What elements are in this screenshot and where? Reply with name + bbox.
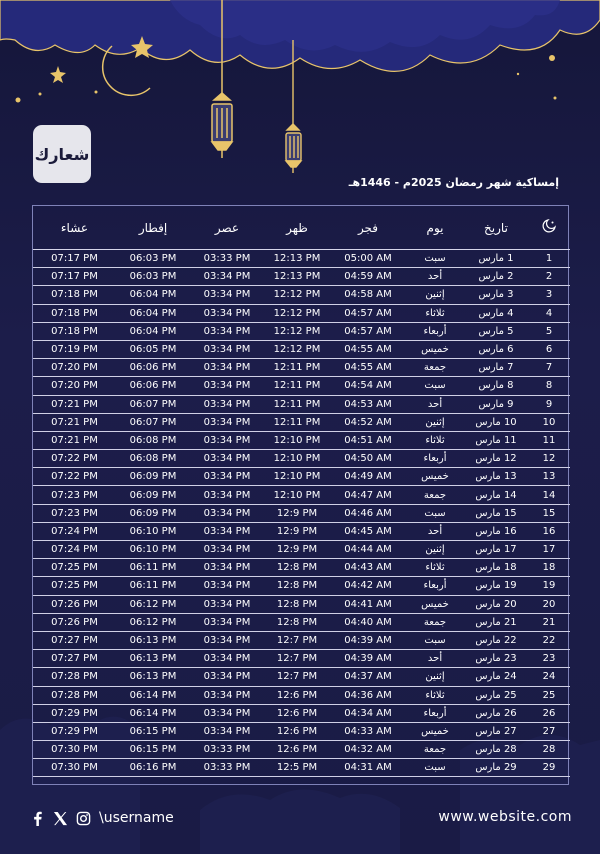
social-links <box>30 810 174 826</box>
table-row <box>33 631 570 649</box>
row-fajr: 04:39 AM <box>330 631 406 649</box>
row-isha: 07:19 PM <box>33 340 116 358</box>
row-iftar: 06:08 PM <box>116 450 190 468</box>
row-number: 8 <box>528 377 570 395</box>
row-day: ثلاثاء <box>406 559 464 577</box>
row-isha: 07:21 PM <box>33 413 116 431</box>
row-iftar: 06:09 PM <box>116 468 190 486</box>
row-dhuhr: 12:9 PM <box>264 522 330 540</box>
row-isha: 07:30 PM <box>33 759 116 777</box>
row-dhuhr: 12:8 PM <box>264 559 330 577</box>
header-iftar: إفطار <box>116 206 190 250</box>
row-isha: 07:30 PM <box>33 741 116 759</box>
row-number: 5 <box>528 322 570 340</box>
row-fajr: 04:34 AM <box>330 704 406 722</box>
row-dhuhr: 12:10 PM <box>264 450 330 468</box>
table-row <box>33 522 570 540</box>
row-fajr: 04:53 AM <box>330 395 406 413</box>
row-isha: 07:21 PM <box>33 431 116 449</box>
table-row <box>33 268 570 286</box>
row-day: أربعاء <box>406 450 464 468</box>
row-day: سبت <box>406 759 464 777</box>
table-row <box>33 722 570 740</box>
row-asr: 03:33 PM <box>190 741 264 759</box>
table-row <box>33 413 570 431</box>
row-date: 1 مارس <box>464 250 528 268</box>
row-dhuhr: 12:12 PM <box>264 304 330 322</box>
row-isha: 07:18 PM <box>33 286 116 304</box>
row-number: 6 <box>528 340 570 358</box>
row-day: أحد <box>406 395 464 413</box>
row-fajr: 04:51 AM <box>330 431 406 449</box>
row-iftar: 06:04 PM <box>116 286 190 304</box>
row-day: ثلاثاء <box>406 431 464 449</box>
row-number: 22 <box>528 631 570 649</box>
row-day: أربعاء <box>406 704 464 722</box>
row-dhuhr: 12:11 PM <box>264 377 330 395</box>
row-iftar: 06:06 PM <box>116 359 190 377</box>
row-asr: 03:34 PM <box>190 377 264 395</box>
table-row <box>33 704 570 722</box>
table-row <box>33 322 570 340</box>
row-day: أربعاء <box>406 577 464 595</box>
row-asr: 03:34 PM <box>190 395 264 413</box>
row-fajr: 04:50 AM <box>330 450 406 468</box>
row-date: 21 مارس <box>464 613 528 631</box>
row-dhuhr: 12:6 PM <box>264 704 330 722</box>
row-dhuhr: 12:10 PM <box>264 468 330 486</box>
row-date: 5 مارس <box>464 322 528 340</box>
row-date: 20 مارس <box>464 595 528 613</box>
row-isha: 07:17 PM <box>33 250 116 268</box>
table-header-row <box>33 206 570 250</box>
row-number: 13 <box>528 468 570 486</box>
row-number: 3 <box>528 286 570 304</box>
row-dhuhr: 12:11 PM <box>264 413 330 431</box>
row-asr: 03:34 PM <box>190 686 264 704</box>
row-date: 6 مارس <box>464 340 528 358</box>
row-fajr: 04:36 AM <box>330 686 406 704</box>
brand-logo <box>33 125 91 183</box>
row-dhuhr: 12:9 PM <box>264 541 330 559</box>
row-day: جمعة <box>406 741 464 759</box>
row-fajr: 04:39 AM <box>330 650 406 668</box>
row-fajr: 04:45 AM <box>330 522 406 540</box>
row-asr: 03:34 PM <box>190 668 264 686</box>
row-date: 10 مارس <box>464 413 528 431</box>
row-day: إثنين <box>406 668 464 686</box>
row-dhuhr: 12:12 PM <box>264 322 330 340</box>
table-row <box>33 668 570 686</box>
row-fajr: 04:31 AM <box>330 759 406 777</box>
row-fajr: 04:55 AM <box>330 340 406 358</box>
row-dhuhr: 12:12 PM <box>264 340 330 358</box>
row-day: جمعة <box>406 486 464 504</box>
row-isha: 07:25 PM <box>33 559 116 577</box>
row-fajr: 04:46 AM <box>330 504 406 522</box>
row-asr: 03:34 PM <box>190 340 264 358</box>
row-number: 9 <box>528 395 570 413</box>
row-day: أحد <box>406 650 464 668</box>
row-dhuhr: 12:12 PM <box>264 286 330 304</box>
row-dhuhr: 12:8 PM <box>264 577 330 595</box>
row-number: 7 <box>528 359 570 377</box>
row-date: 13 مارس <box>464 468 528 486</box>
row-date: 12 مارس <box>464 450 528 468</box>
row-dhuhr: 12:6 PM <box>264 741 330 759</box>
row-isha: 07:22 PM <box>33 468 116 486</box>
row-day: سبت <box>406 250 464 268</box>
row-fajr: 04:37 AM <box>330 668 406 686</box>
row-iftar: 06:13 PM <box>116 668 190 686</box>
row-isha: 07:21 PM <box>33 395 116 413</box>
row-number: 23 <box>528 650 570 668</box>
row-iftar: 06:14 PM <box>116 686 190 704</box>
table-row <box>33 377 570 395</box>
row-asr: 03:34 PM <box>190 286 264 304</box>
row-fajr: 04:44 AM <box>330 541 406 559</box>
row-fajr: 04:40 AM <box>330 613 406 631</box>
row-isha: 07:23 PM <box>33 486 116 504</box>
row-isha: 07:24 PM <box>33 541 116 559</box>
row-number: 15 <box>528 504 570 522</box>
row-number: 4 <box>528 304 570 322</box>
facebook-icon[interactable] <box>30 811 45 826</box>
row-dhuhr: 12:7 PM <box>264 668 330 686</box>
row-date: 14 مارس <box>464 486 528 504</box>
row-day: خميس <box>406 340 464 358</box>
row-date: 18 مارس <box>464 559 528 577</box>
row-iftar: 06:14 PM <box>116 704 190 722</box>
row-isha: 07:18 PM <box>33 322 116 340</box>
row-dhuhr: 12:7 PM <box>264 650 330 668</box>
row-number: 26 <box>528 704 570 722</box>
row-number: 16 <box>528 522 570 540</box>
row-asr: 03:34 PM <box>190 504 264 522</box>
row-asr: 03:34 PM <box>190 322 264 340</box>
row-asr: 03:34 PM <box>190 413 264 431</box>
row-date: 4 مارس <box>464 304 528 322</box>
row-isha: 07:28 PM <box>33 686 116 704</box>
row-iftar: 06:10 PM <box>116 541 190 559</box>
row-fajr: 04:52 AM <box>330 413 406 431</box>
timetable <box>32 205 569 785</box>
table-row <box>33 613 570 631</box>
row-isha: 07:20 PM <box>33 377 116 395</box>
row-date: 29 مارس <box>464 759 528 777</box>
table-row <box>33 759 570 777</box>
row-date: 8 مارس <box>464 377 528 395</box>
row-iftar: 06:15 PM <box>116 741 190 759</box>
table-row <box>33 577 570 595</box>
row-fajr: 05:00 AM <box>330 250 406 268</box>
instagram-icon[interactable] <box>76 811 91 826</box>
row-fajr: 04:33 AM <box>330 722 406 740</box>
row-date: 22 مارس <box>464 631 528 649</box>
row-iftar: 06:04 PM <box>116 322 190 340</box>
table-row <box>33 595 570 613</box>
row-fajr: 04:43 AM <box>330 559 406 577</box>
row-asr: 03:34 PM <box>190 559 264 577</box>
row-dhuhr: 12:8 PM <box>264 595 330 613</box>
row-dhuhr: 12:9 PM <box>264 504 330 522</box>
row-fajr: 04:59 AM <box>330 268 406 286</box>
row-fajr: 04:42 AM <box>330 577 406 595</box>
row-isha: 07:23 PM <box>33 504 116 522</box>
row-isha: 07:26 PM <box>33 613 116 631</box>
row-asr: 03:34 PM <box>190 522 264 540</box>
row-iftar: 06:13 PM <box>116 631 190 649</box>
row-fajr: 04:57 AM <box>330 322 406 340</box>
username-text: \username <box>99 810 174 826</box>
row-date: 16 مارس <box>464 522 528 540</box>
row-dhuhr: 12:13 PM <box>264 268 330 286</box>
row-dhuhr: 12:6 PM <box>264 722 330 740</box>
row-asr: 03:33 PM <box>190 759 264 777</box>
row-isha: 07:27 PM <box>33 650 116 668</box>
row-asr: 03:34 PM <box>190 431 264 449</box>
row-asr: 03:34 PM <box>190 541 264 559</box>
row-isha: 07:27 PM <box>33 631 116 649</box>
row-isha: 07:25 PM <box>33 577 116 595</box>
website-url: www.website.com <box>438 809 572 825</box>
row-number: 18 <box>528 559 570 577</box>
row-isha: 07:22 PM <box>33 450 116 468</box>
table-row <box>33 504 570 522</box>
row-fajr: 04:47 AM <box>330 486 406 504</box>
row-asr: 03:34 PM <box>190 577 264 595</box>
row-asr: 03:34 PM <box>190 304 264 322</box>
row-iftar: 06:03 PM <box>116 268 190 286</box>
row-iftar: 06:04 PM <box>116 304 190 322</box>
row-asr: 03:34 PM <box>190 631 264 649</box>
table-row <box>33 650 570 668</box>
table-row <box>33 686 570 704</box>
table-row <box>33 286 570 304</box>
table-row <box>33 486 570 504</box>
row-day: أحد <box>406 268 464 286</box>
row-number: 29 <box>528 759 570 777</box>
row-date: 7 مارس <box>464 359 528 377</box>
row-number: 25 <box>528 686 570 704</box>
row-day: خميس <box>406 595 464 613</box>
header-moon <box>528 206 570 250</box>
row-day: أربعاء <box>406 322 464 340</box>
row-iftar: 06:16 PM <box>116 759 190 777</box>
row-iftar: 06:13 PM <box>116 650 190 668</box>
row-isha: 07:24 PM <box>33 522 116 540</box>
row-day: جمعة <box>406 613 464 631</box>
row-dhuhr: 12:5 PM <box>264 759 330 777</box>
row-date: 2 مارس <box>464 268 528 286</box>
row-iftar: 06:09 PM <box>116 486 190 504</box>
row-iftar: 06:07 PM <box>116 395 190 413</box>
row-day: سبت <box>406 631 464 649</box>
table-row <box>33 541 570 559</box>
row-number: 24 <box>528 668 570 686</box>
moon-star-icon <box>542 219 556 233</box>
row-date: 27 مارس <box>464 722 528 740</box>
row-number: 11 <box>528 431 570 449</box>
x-icon[interactable] <box>53 811 68 826</box>
row-date: 19 مارس <box>464 577 528 595</box>
row-date: 9 مارس <box>464 395 528 413</box>
row-iftar: 06:11 PM <box>116 577 190 595</box>
row-isha: 07:29 PM <box>33 722 116 740</box>
row-day: خميس <box>406 722 464 740</box>
row-number: 19 <box>528 577 570 595</box>
row-iftar: 06:12 PM <box>116 595 190 613</box>
row-day: ثلاثاء <box>406 304 464 322</box>
row-fajr: 04:32 AM <box>330 741 406 759</box>
row-isha: 07:18 PM <box>33 304 116 322</box>
row-asr: 03:34 PM <box>190 613 264 631</box>
row-asr: 03:33 PM <box>190 250 264 268</box>
row-fajr: 04:41 AM <box>330 595 406 613</box>
clouds-top <box>0 0 600 71</box>
row-iftar: 06:12 PM <box>116 613 190 631</box>
row-iftar: 06:10 PM <box>116 522 190 540</box>
row-day: جمعة <box>406 359 464 377</box>
row-iftar: 06:11 PM <box>116 559 190 577</box>
row-fajr: 04:54 AM <box>330 377 406 395</box>
row-iftar: 06:03 PM <box>116 250 190 268</box>
row-day: إثنين <box>406 413 464 431</box>
row-dhuhr: 12:6 PM <box>264 686 330 704</box>
header-asr: عصر <box>190 206 264 250</box>
row-number: 14 <box>528 486 570 504</box>
row-asr: 03:34 PM <box>190 595 264 613</box>
row-iftar: 06:07 PM <box>116 413 190 431</box>
table-row <box>33 559 570 577</box>
row-dhuhr: 12:7 PM <box>264 631 330 649</box>
row-asr: 03:34 PM <box>190 650 264 668</box>
row-dhuhr: 12:10 PM <box>264 486 330 504</box>
table-row <box>33 340 570 358</box>
row-asr: 03:34 PM <box>190 468 264 486</box>
table-row <box>33 304 570 322</box>
row-iftar: 06:08 PM <box>116 431 190 449</box>
row-day: ثلاثاء <box>406 686 464 704</box>
page-title: إمساكية شهر رمضان 2025م - 1446هـ <box>348 176 559 189</box>
row-isha: 07:26 PM <box>33 595 116 613</box>
row-day: سبت <box>406 377 464 395</box>
header-fajr: فجر <box>330 206 406 250</box>
row-isha: 07:29 PM <box>33 704 116 722</box>
row-date: 24 مارس <box>464 668 528 686</box>
table-row <box>33 468 570 486</box>
table-row <box>33 395 570 413</box>
row-number: 28 <box>528 741 570 759</box>
table-row <box>33 431 570 449</box>
row-number: 12 <box>528 450 570 468</box>
table-row <box>33 250 570 268</box>
row-number: 21 <box>528 613 570 631</box>
header-day: يوم <box>406 206 464 250</box>
row-isha: 07:28 PM <box>33 668 116 686</box>
row-date: 25 مارس <box>464 686 528 704</box>
header-isha: عشاء <box>33 206 116 250</box>
row-day: سبت <box>406 504 464 522</box>
row-number: 27 <box>528 722 570 740</box>
row-number: 17 <box>528 541 570 559</box>
row-iftar: 06:05 PM <box>116 340 190 358</box>
row-day: خميس <box>406 468 464 486</box>
row-date: 11 مارس <box>464 431 528 449</box>
row-fajr: 04:55 AM <box>330 359 406 377</box>
row-asr: 03:34 PM <box>190 450 264 468</box>
row-asr: 03:34 PM <box>190 359 264 377</box>
row-iftar: 06:09 PM <box>116 504 190 522</box>
row-date: 26 مارس <box>464 704 528 722</box>
row-iftar: 06:15 PM <box>116 722 190 740</box>
row-dhuhr: 12:13 PM <box>264 250 330 268</box>
row-dhuhr: 12:11 PM <box>264 395 330 413</box>
row-date: 3 مارس <box>464 286 528 304</box>
row-isha: 07:17 PM <box>33 268 116 286</box>
row-iftar: 06:06 PM <box>116 377 190 395</box>
row-asr: 03:34 PM <box>190 722 264 740</box>
table-row <box>33 741 570 759</box>
row-dhuhr: 12:8 PM <box>264 613 330 631</box>
table-row <box>33 450 570 468</box>
row-date: 15 مارس <box>464 504 528 522</box>
row-date: 28 مارس <box>464 741 528 759</box>
row-asr: 03:34 PM <box>190 268 264 286</box>
row-asr: 03:34 PM <box>190 704 264 722</box>
row-dhuhr: 12:11 PM <box>264 359 330 377</box>
header-dhuhr: ظهر <box>264 206 330 250</box>
row-fajr: 04:58 AM <box>330 286 406 304</box>
row-date: 23 مارس <box>464 650 528 668</box>
row-day: أحد <box>406 522 464 540</box>
row-number: 1 <box>528 250 570 268</box>
logo-text: شعارك <box>34 144 90 164</box>
table-row <box>33 359 570 377</box>
row-isha: 07:20 PM <box>33 359 116 377</box>
row-asr: 03:34 PM <box>190 486 264 504</box>
row-dhuhr: 12:10 PM <box>264 431 330 449</box>
row-date: 17 مارس <box>464 541 528 559</box>
row-number: 2 <box>528 268 570 286</box>
row-number: 10 <box>528 413 570 431</box>
row-fajr: 04:57 AM <box>330 304 406 322</box>
timetable-grid <box>33 206 570 777</box>
header-date: تاريخ <box>464 206 528 250</box>
row-day: إثنين <box>406 286 464 304</box>
row-day: إثنين <box>406 541 464 559</box>
row-fajr: 04:49 AM <box>330 468 406 486</box>
row-number: 20 <box>528 595 570 613</box>
